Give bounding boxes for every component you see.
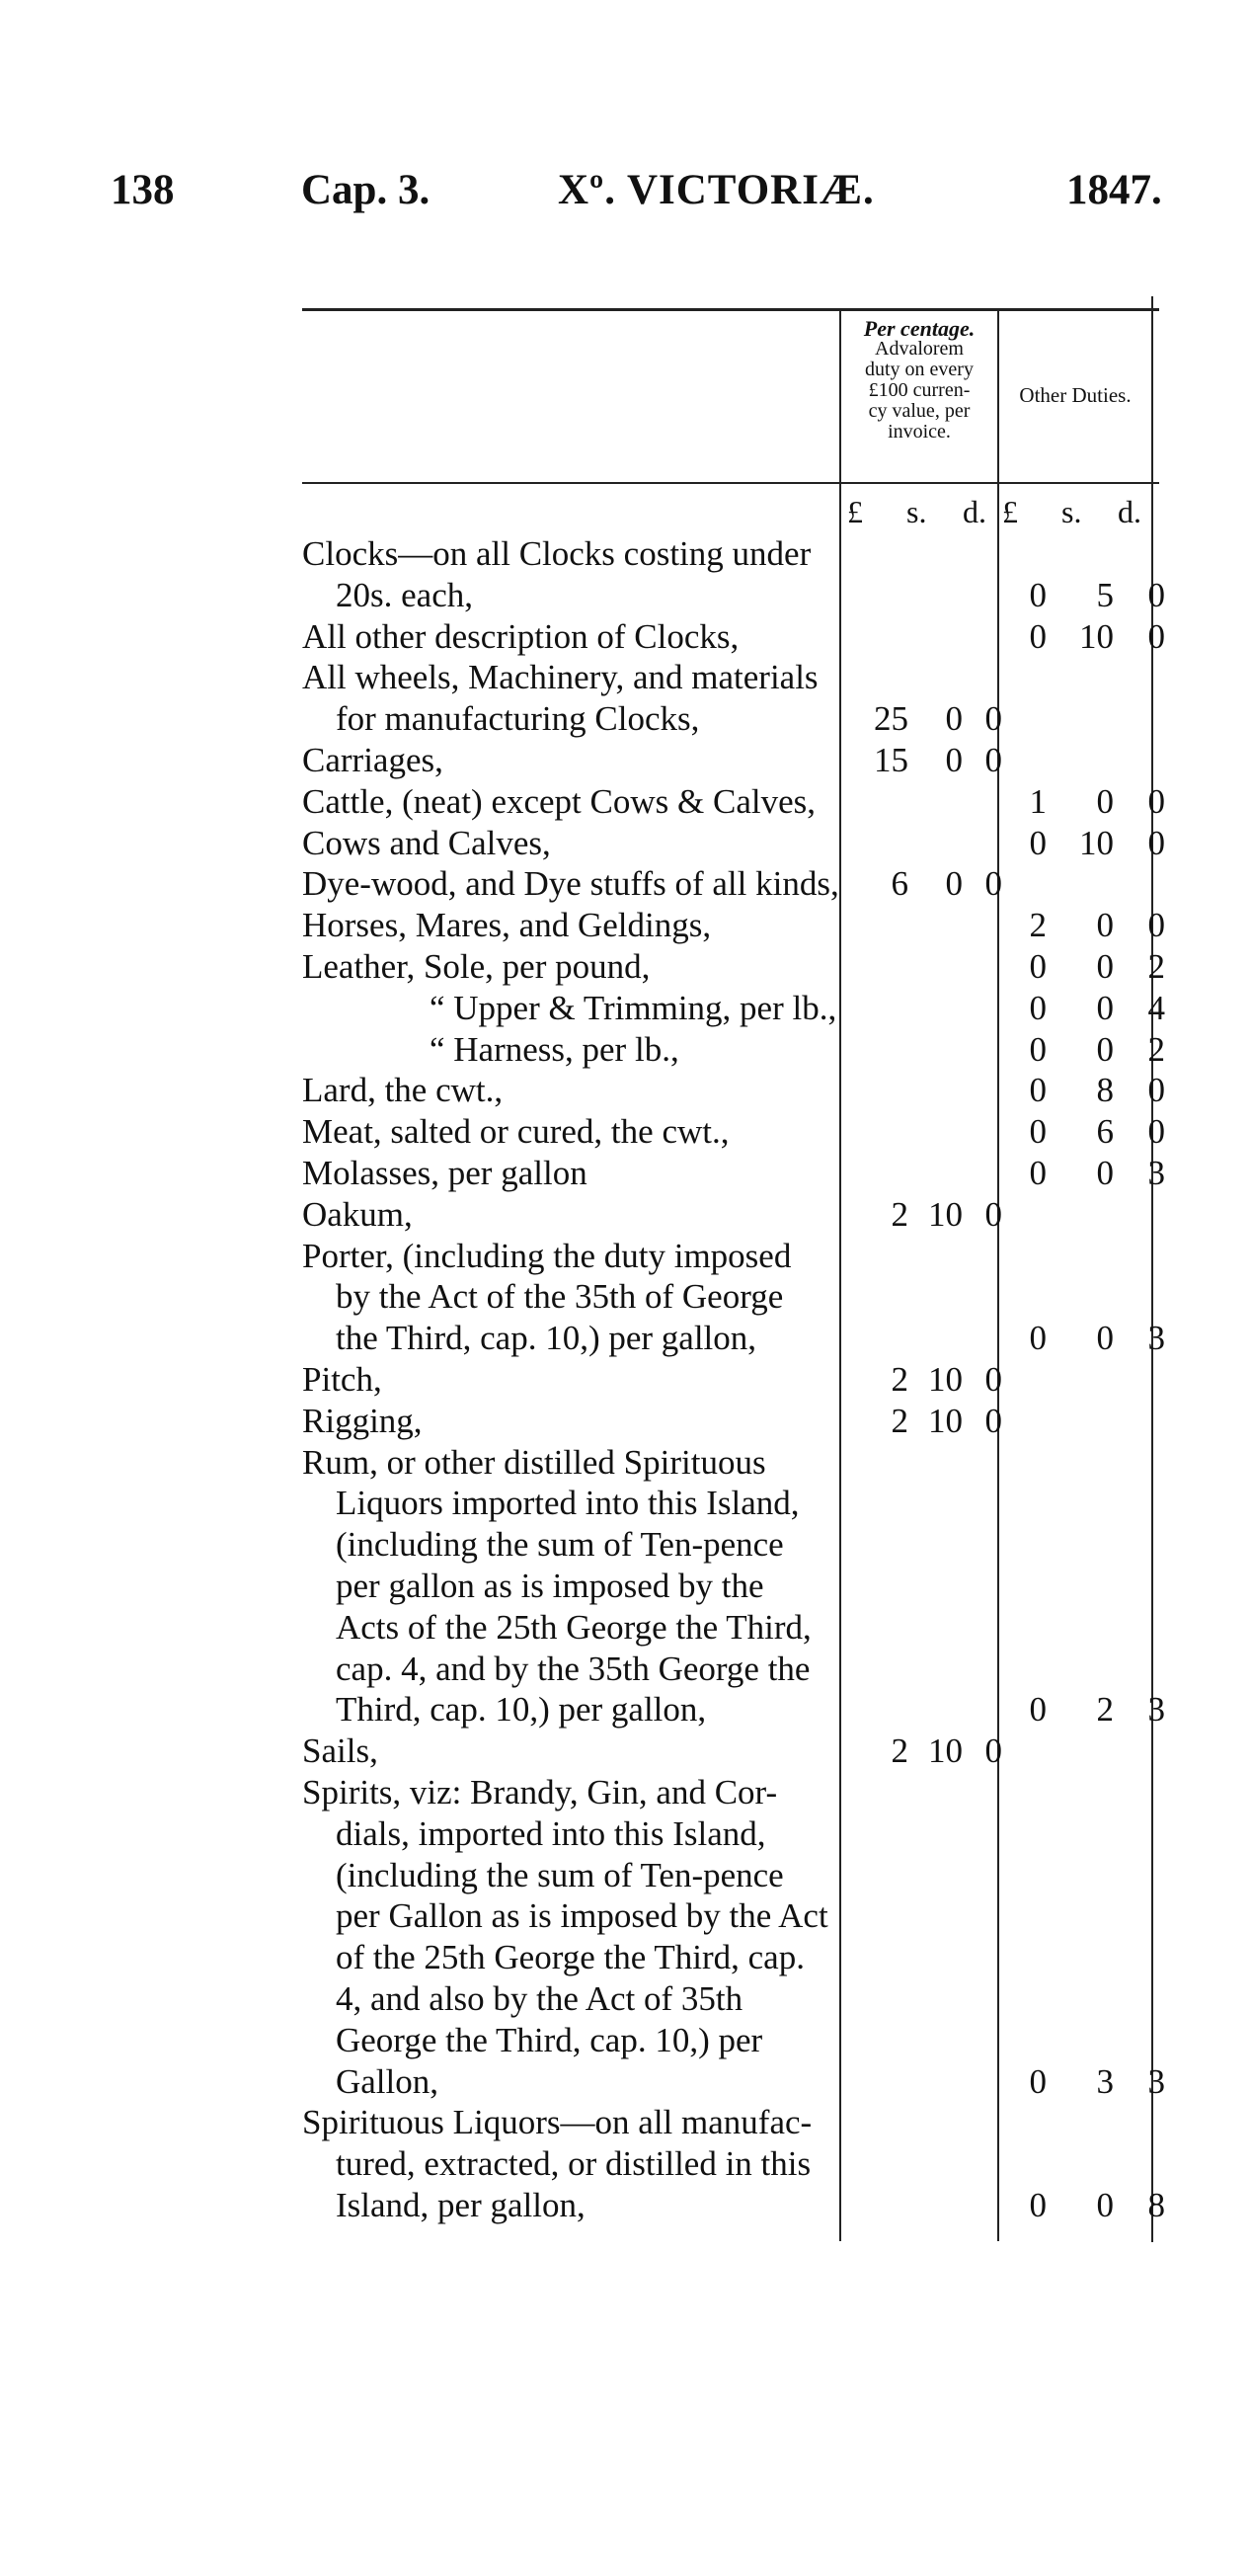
table-row bbox=[0, 1153, 1251, 1194]
row-description: Clocks—on all Clocks costing under bbox=[302, 534, 812, 573]
duty-pence: 2 bbox=[1147, 947, 1165, 986]
table-row bbox=[0, 740, 1251, 781]
advalorem-pounds: 2 bbox=[891, 1401, 908, 1440]
table-row bbox=[0, 1649, 1251, 1690]
duty-pence: 8 bbox=[1147, 2186, 1165, 2224]
table-row bbox=[0, 1194, 1251, 1236]
table-row bbox=[0, 1401, 1251, 1442]
duty-pounds: 0 bbox=[1029, 1154, 1047, 1192]
row-description: Cows and Calves, bbox=[302, 823, 551, 862]
row-description: Acts of the 25th George the Third, bbox=[336, 1607, 812, 1647]
unit-pounds: £ bbox=[1002, 494, 1018, 529]
row-description: tured, extracted, or distilled in this bbox=[336, 2144, 812, 2184]
duty-shillings: 8 bbox=[1096, 1071, 1114, 1110]
table-row bbox=[0, 1731, 1251, 1772]
duty-pence: 3 bbox=[1147, 1690, 1165, 1730]
table-row bbox=[0, 1566, 1251, 1607]
row-description: 4, and also by the Act of 35th bbox=[336, 1979, 743, 2018]
row-description: Cattle, (neat) except Cows & Calves, bbox=[302, 781, 816, 821]
row-description: Rigging, bbox=[302, 1401, 423, 1440]
duty-shillings: 0 bbox=[1096, 947, 1114, 986]
row-description: Dye-wood, and Dye stuffs of all kinds, bbox=[302, 864, 839, 904]
row-description: Spirits, viz: Brandy, Gin, and Cor- bbox=[302, 1773, 778, 1811]
duty-pounds: 0 bbox=[1029, 575, 1047, 614]
table-row bbox=[0, 1772, 1251, 1813]
duty-shillings: 0 bbox=[1096, 2186, 1114, 2224]
duty-pence: 0 bbox=[1147, 1071, 1165, 1110]
advalorem-pounds: 15 bbox=[874, 741, 908, 779]
duty-pence: 3 bbox=[1147, 1154, 1165, 1192]
table-row bbox=[0, 1895, 1251, 1937]
duty-pounds: 0 bbox=[1029, 1690, 1047, 1730]
duty-pounds: 0 bbox=[1029, 2186, 1047, 2224]
duty-pence: 3 bbox=[1147, 1319, 1165, 1358]
advalorem-shillings: 0 bbox=[945, 699, 963, 739]
row-description: Leather, Sole, per pound, bbox=[302, 947, 651, 986]
row-description: Third, cap. 10,) per gallon, bbox=[336, 1690, 707, 1730]
table-row bbox=[0, 1318, 1251, 1359]
row-description: All wheels, Machinery, and materials bbox=[302, 658, 819, 697]
table-row bbox=[0, 1483, 1251, 1524]
unit-pence: d. bbox=[963, 494, 986, 529]
table-row bbox=[0, 2102, 1251, 2143]
duty-pence: 2 bbox=[1147, 1029, 1165, 1069]
duty-shillings: 6 bbox=[1096, 1112, 1114, 1152]
row-description: the Third, cap. 10,) per gallon, bbox=[336, 1319, 757, 1358]
row-description: Rum, or other distilled Spirituous bbox=[302, 1442, 766, 1482]
row-description: by the Act of the 35th of George bbox=[336, 1277, 784, 1317]
duty-pence: 0 bbox=[1147, 823, 1165, 862]
row-description: “ Upper & Trimming, per lb., bbox=[430, 988, 837, 1027]
table-row bbox=[0, 1813, 1251, 1855]
advalorem-shillings: 0 bbox=[945, 864, 963, 904]
table-row bbox=[0, 698, 1251, 740]
duty-pence: 0 bbox=[1147, 616, 1165, 656]
chapter-label: Cap. 3. bbox=[301, 167, 430, 213]
advalorem-pence: 0 bbox=[984, 1360, 1002, 1399]
duty-shillings: 0 bbox=[1096, 906, 1114, 945]
duty-shillings: 0 bbox=[1096, 1319, 1114, 1358]
reign-title: Xº. VICTORIÆ. bbox=[558, 167, 875, 213]
table-row bbox=[0, 1029, 1251, 1071]
row-description: All other description of Clocks, bbox=[302, 616, 740, 656]
duty-shillings: 0 bbox=[1096, 1154, 1114, 1192]
page-header bbox=[0, 166, 1251, 225]
other-duties-heading: Other Duties. bbox=[1019, 383, 1132, 407]
advalorem-line: £100 curren- bbox=[868, 379, 971, 401]
advalorem-pounds: 2 bbox=[891, 1731, 908, 1771]
table-row bbox=[0, 533, 1251, 575]
advalorem-line: duty on every bbox=[865, 359, 974, 380]
advalorem-pence: 0 bbox=[984, 864, 1002, 904]
duty-shillings: 10 bbox=[1079, 616, 1114, 656]
table-row bbox=[0, 1689, 1251, 1731]
advalorem-line: invoice. bbox=[888, 421, 951, 443]
row-description: Island, per gallon, bbox=[336, 2186, 586, 2224]
table-row bbox=[0, 575, 1251, 616]
duty-pence: 0 bbox=[1147, 781, 1165, 821]
duty-pounds: 1 bbox=[1029, 781, 1047, 821]
duty-pounds: 0 bbox=[1029, 1112, 1047, 1152]
duty-pounds: 0 bbox=[1029, 988, 1047, 1027]
table-row bbox=[0, 657, 1251, 698]
duty-pounds: 0 bbox=[1029, 947, 1047, 986]
duty-pounds: 0 bbox=[1029, 1029, 1047, 1069]
row-description: dials, imported into this Island, bbox=[336, 1813, 766, 1853]
row-description: Spirituous Liquors—on all manufac- bbox=[302, 2103, 813, 2142]
duty-pounds: 0 bbox=[1029, 2061, 1047, 2101]
table-row bbox=[0, 946, 1251, 988]
duty-pounds: 0 bbox=[1029, 616, 1047, 656]
unit-shillings: s. bbox=[906, 494, 927, 529]
advalorem-pounds: 2 bbox=[891, 1360, 908, 1399]
duty-pence: 3 bbox=[1147, 2061, 1165, 2101]
row-description: (including the sum of Ten-pence bbox=[336, 1855, 784, 1894]
table-row bbox=[0, 1442, 1251, 1484]
row-description: 20s. each, bbox=[336, 575, 473, 614]
duty-pounds: 0 bbox=[1029, 1319, 1047, 1358]
table-row bbox=[0, 1978, 1251, 2020]
advalorem-shillings: 10 bbox=[928, 1731, 963, 1771]
advalorem-pence: 0 bbox=[984, 1731, 1002, 1771]
row-description: per Gallon as is imposed by the Act bbox=[336, 1896, 828, 1936]
advalorem-pounds: 25 bbox=[874, 699, 908, 739]
table-row bbox=[0, 1111, 1251, 1153]
unit-pounds: £ bbox=[847, 494, 863, 529]
page-number: 138 bbox=[111, 167, 175, 213]
unit-shillings: s. bbox=[1061, 494, 1082, 529]
duty-pounds: 0 bbox=[1029, 823, 1047, 862]
row-description: “ Harness, per lb., bbox=[430, 1029, 679, 1069]
table-row bbox=[0, 988, 1251, 1029]
table-row bbox=[0, 1070, 1251, 1111]
advalorem-shillings: 10 bbox=[928, 1401, 963, 1440]
advalorem-pence: 0 bbox=[984, 1401, 1002, 1440]
row-description: Porter, (including the duty imposed bbox=[302, 1236, 792, 1275]
row-description: Liquors imported into this Island, bbox=[336, 1484, 800, 1523]
row-description: per gallon as is imposed by the bbox=[336, 1567, 764, 1605]
duty-pence: 0 bbox=[1147, 906, 1165, 945]
row-description: George the Third, cap. 10,) per bbox=[336, 2020, 763, 2059]
duty-pounds: 2 bbox=[1029, 906, 1047, 945]
row-description: Pitch, bbox=[302, 1360, 382, 1399]
duty-shillings: 0 bbox=[1096, 1029, 1114, 1069]
row-description: Sails, bbox=[302, 1731, 378, 1771]
table-row bbox=[0, 905, 1251, 946]
row-description: Horses, Mares, and Geldings, bbox=[302, 906, 712, 945]
table-top-rule bbox=[302, 308, 1159, 311]
table-row bbox=[0, 1855, 1251, 1896]
advalorem-pence: 0 bbox=[984, 741, 1002, 779]
row-description: (including the sum of Ten-pence bbox=[336, 1525, 784, 1565]
row-description: for manufacturing Clocks, bbox=[336, 699, 700, 739]
row-description: Lard, the cwt., bbox=[302, 1071, 504, 1110]
advalorem-shillings: 10 bbox=[928, 1194, 963, 1234]
unit-pence: d. bbox=[1118, 494, 1141, 529]
row-description: of the 25th George the Third, cap. bbox=[336, 1938, 805, 1977]
duty-shillings: 0 bbox=[1096, 988, 1114, 1027]
advalorem-title: Per centage. bbox=[863, 316, 976, 341]
advalorem-shillings: 0 bbox=[945, 741, 963, 779]
duty-shillings: 2 bbox=[1096, 1690, 1114, 1730]
table-row bbox=[0, 1236, 1251, 1277]
advalorem-pence: 0 bbox=[984, 1194, 1002, 1234]
units-row bbox=[0, 494, 1251, 533]
table-row bbox=[0, 1276, 1251, 1318]
duty-shillings: 10 bbox=[1079, 823, 1114, 862]
table-row bbox=[0, 1607, 1251, 1649]
duty-pence: 4 bbox=[1147, 988, 1165, 1027]
advalorem-line: Advalorem bbox=[875, 338, 964, 360]
table-row bbox=[0, 1937, 1251, 1978]
table-row bbox=[0, 781, 1251, 823]
duty-pounds: 0 bbox=[1029, 1071, 1047, 1110]
duty-shillings: 5 bbox=[1096, 575, 1114, 614]
year-label: 1847. bbox=[1066, 167, 1162, 213]
row-description: Oakum, bbox=[302, 1194, 413, 1234]
table-row bbox=[0, 863, 1251, 905]
duty-shillings: 0 bbox=[1096, 781, 1114, 821]
row-description: cap. 4, and by the 35th George the bbox=[336, 1649, 811, 1688]
table-row bbox=[0, 1359, 1251, 1401]
duty-shillings: 3 bbox=[1096, 2061, 1114, 2101]
row-description: Gallon, bbox=[336, 2061, 439, 2101]
row-description: Meat, salted or cured, the cwt., bbox=[302, 1112, 730, 1152]
header-bottom-rule bbox=[302, 482, 1159, 484]
table-row bbox=[0, 1524, 1251, 1566]
table-row bbox=[0, 2061, 1251, 2103]
advalorem-column-heading bbox=[841, 318, 997, 443]
table-row bbox=[0, 2020, 1251, 2061]
duty-pence: 0 bbox=[1147, 575, 1165, 614]
table-row bbox=[0, 2185, 1251, 2226]
advalorem-pounds: 2 bbox=[891, 1194, 908, 1234]
advalorem-line: cy value, per bbox=[868, 400, 971, 422]
duty-pence: 0 bbox=[1147, 1112, 1165, 1152]
row-description: Carriages, bbox=[302, 741, 443, 779]
advalorem-shillings: 10 bbox=[928, 1360, 963, 1399]
advalorem-pence: 0 bbox=[984, 699, 1002, 739]
table-row bbox=[0, 823, 1251, 864]
advalorem-pounds: 6 bbox=[891, 864, 908, 904]
table-row bbox=[0, 616, 1251, 658]
row-description: Molasses, per gallon bbox=[302, 1154, 587, 1192]
table-row bbox=[0, 2143, 1251, 2185]
